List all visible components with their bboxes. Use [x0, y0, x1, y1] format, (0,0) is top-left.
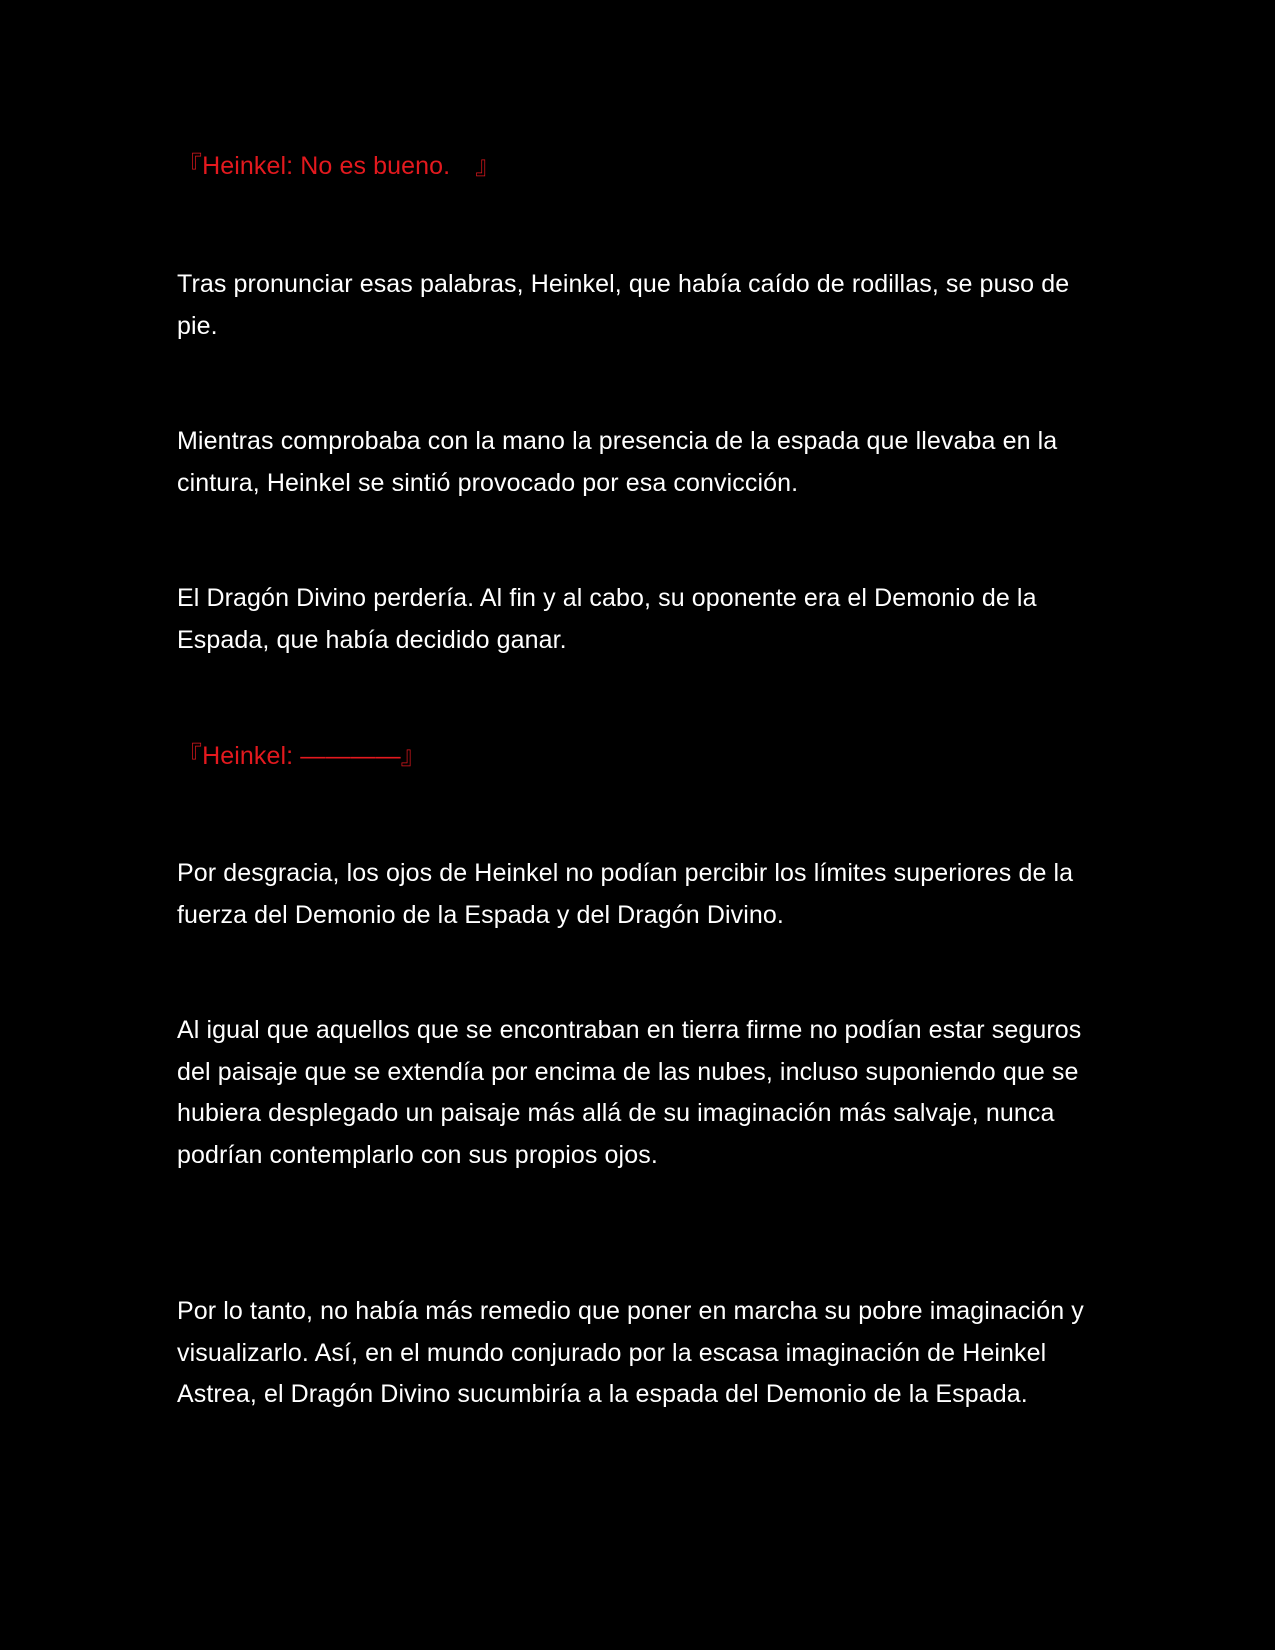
narration-paragraph: Tras pronunciar esas palabras, Heinkel, que había caído de rodillas, se puso de pie. [177, 270, 1070, 340]
narration-paragraph: Mientras comprobaba con la mano la presencia de la espada que llevaba en la cintura, Heinkel se sintió provocado por esa convicción. [177, 427, 1058, 497]
narration-paragraph: El Dragón Divino perdería. Al fin y al cabo, su oponente era el Demonio de la Espada, que había decidido ganar. [177, 584, 1037, 654]
narration-paragraph: Por desgracia, los ojos de Heinkel no podían percibir los límites superiores de la fuerza del Demonio de la Espada y del Dragón Divino. [177, 859, 1074, 929]
narration-paragraph: Por lo tanto, no había más remedio que poner en marcha su pobre imaginación y visualizarlo. Así, en el mundo conjurado por la escasa imaginación de Heinkel Astrea, el Dragón Divino sucumbiría a la espada del Demonio de la Espada. [177, 1297, 1084, 1408]
narration-paragraph: Al igual que aquellos que se encontraban en tierra firme no podían estar seguros del paisaje que se extendía por encima de las nubes, incluso suponiendo que se hubiera desplegado un paisaje más allá de su imaginación más salvaje, nunca podrían contemplarlo con sus propios ojos. [177, 1016, 1082, 1169]
dialogue-line: 『Heinkel: No es bueno. 』 [177, 152, 501, 180]
dialogue-line: 『Heinkel: ————』 [177, 742, 426, 770]
